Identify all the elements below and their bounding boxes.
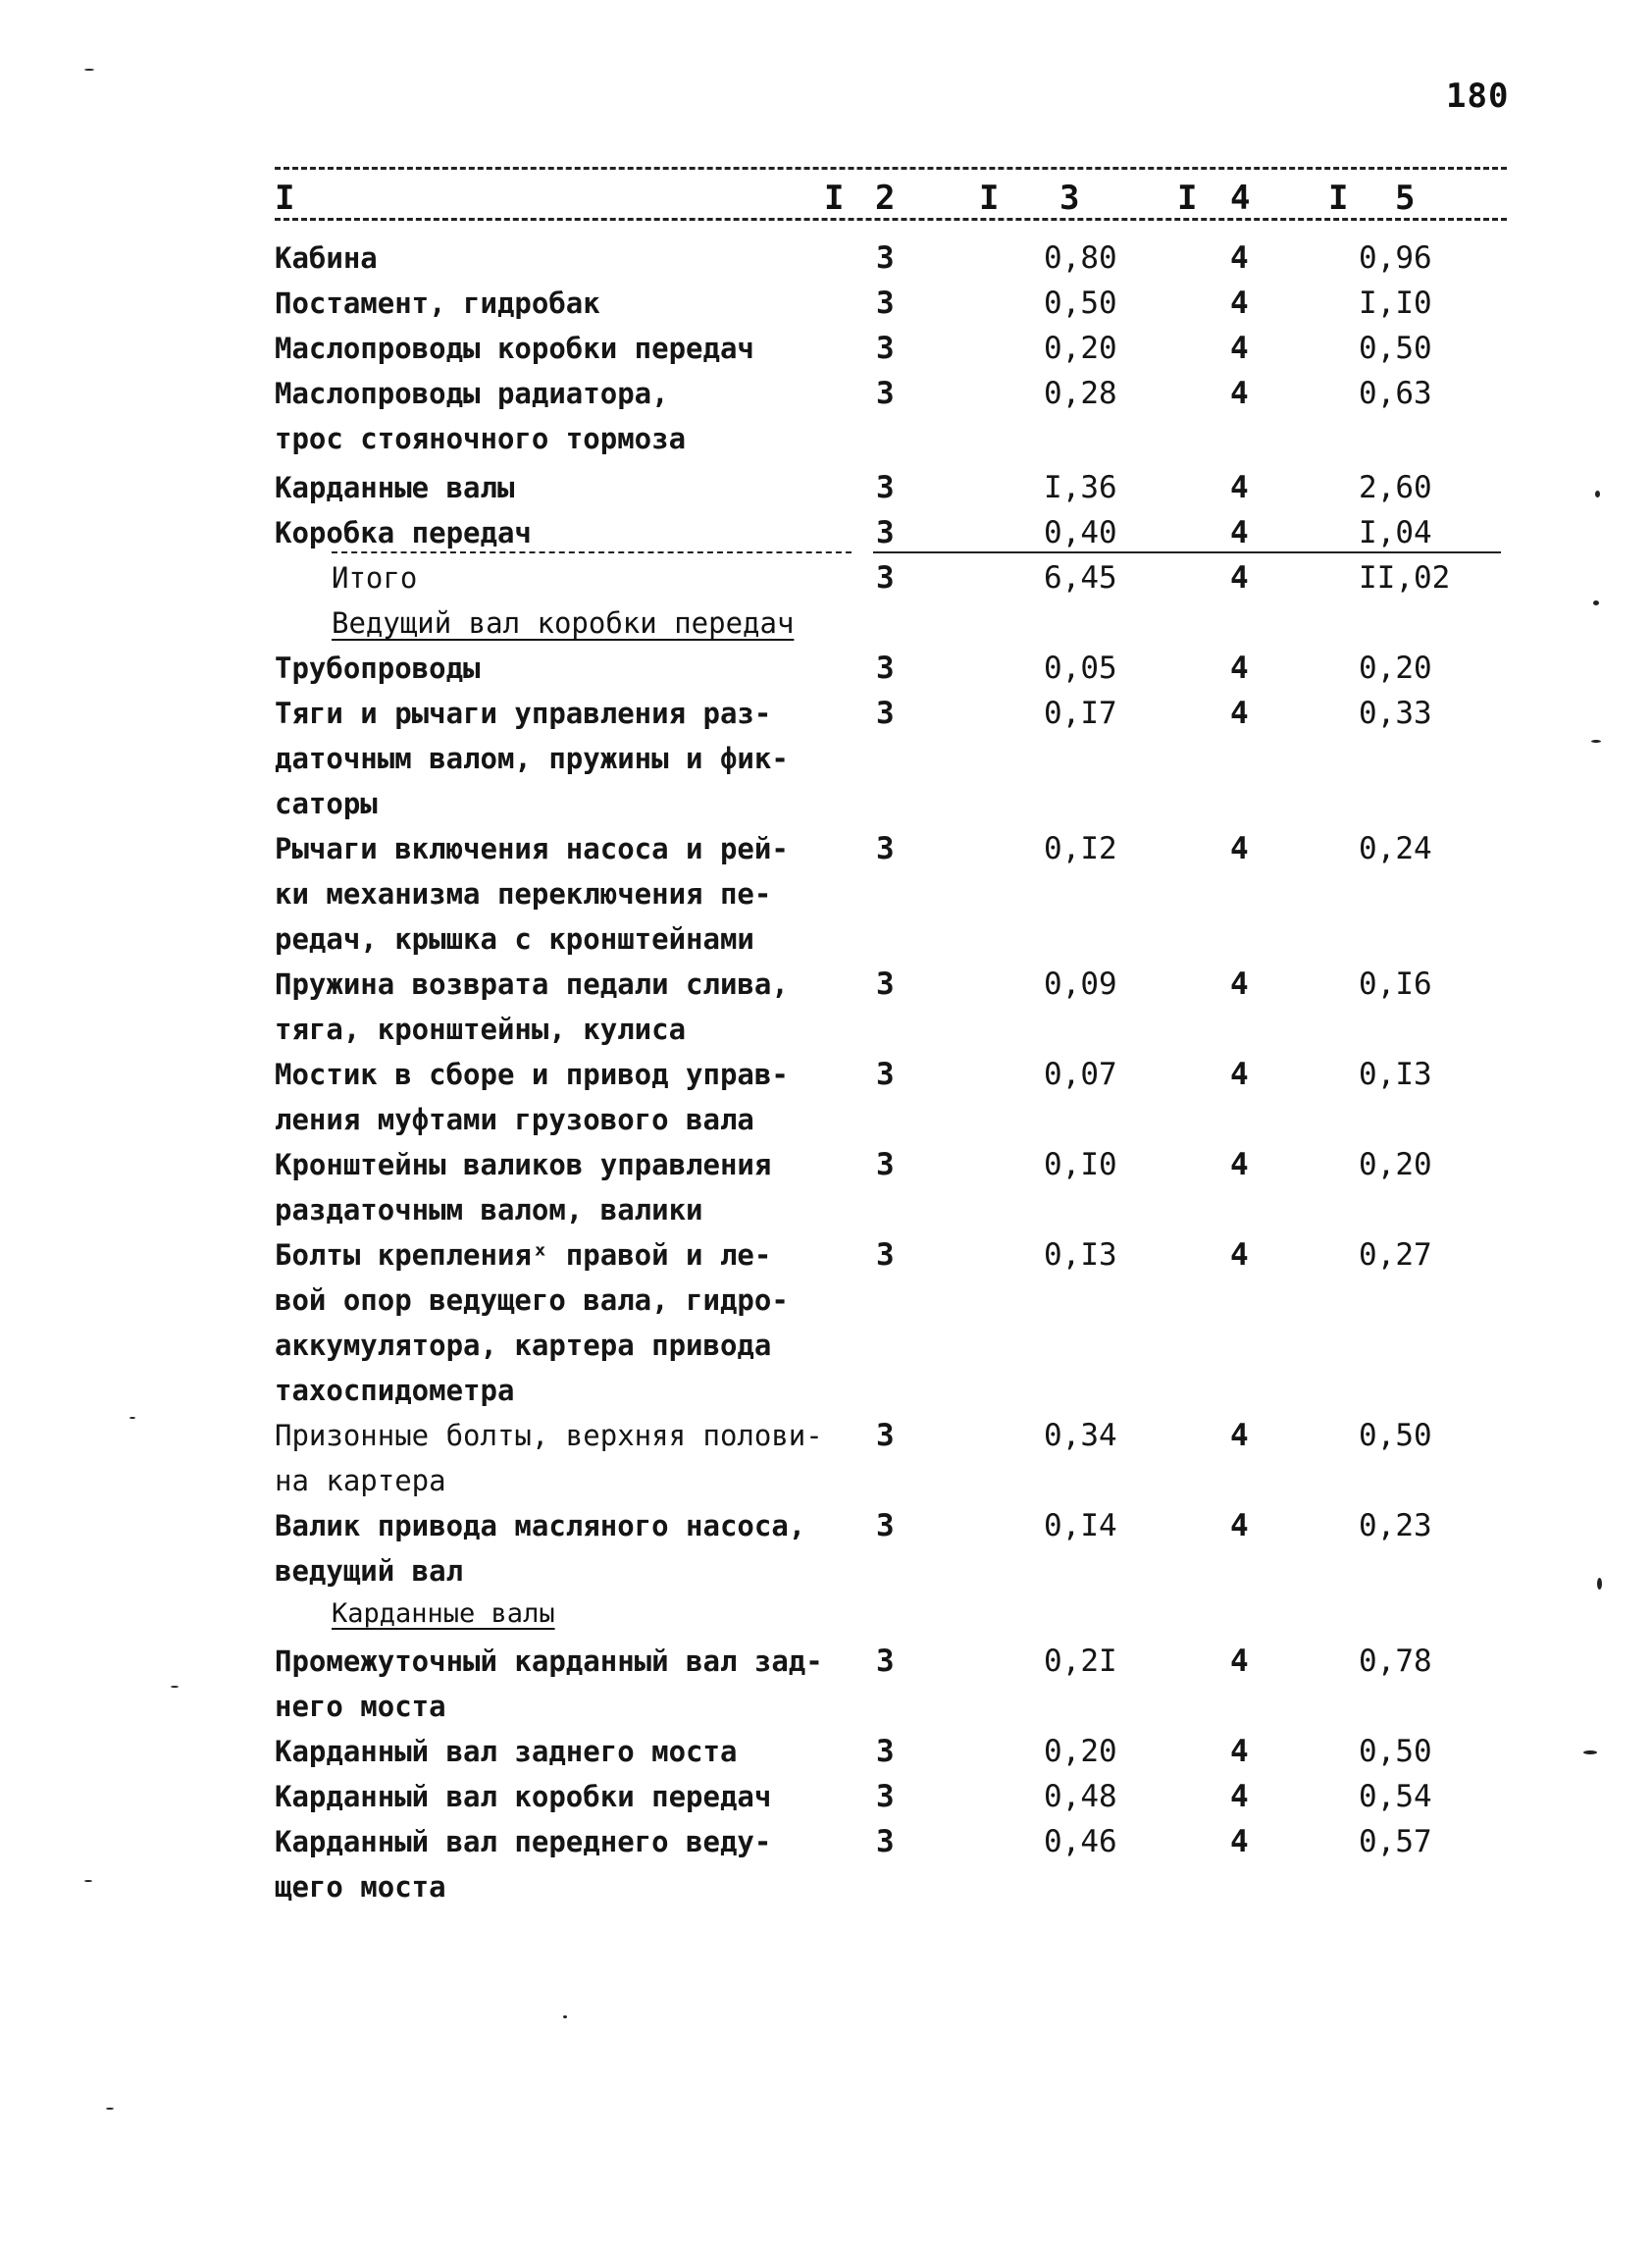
row-col3: 0,46 (1044, 1824, 1117, 1859)
row-col5: 0,20 (1359, 651, 1432, 686)
row-col5: 0,50 (1359, 1418, 1432, 1453)
row-name: Рычаги включения насоса и рей- ки механизма переключения пе- редач, крышка с кронштейнами (275, 832, 789, 956)
row-col3: 0,2I (1044, 1644, 1117, 1679)
row-col3: 0,40 (1044, 515, 1117, 550)
row-col4: 4 (1230, 240, 1249, 276)
total-col3: 6,45 (1044, 560, 1117, 596)
row-name: Кронштейны валиков управления раздаточным валом, валики (275, 1148, 772, 1227)
header-sep-4: I (1328, 179, 1349, 218)
row-col3: 0,I2 (1044, 831, 1117, 866)
row-col4: 4 (1230, 696, 1249, 731)
row-name: Призонные болты, верхняя полови- на картера (275, 1419, 823, 1497)
row-col5: I,I0 (1359, 286, 1432, 321)
scan-speck (84, 69, 94, 71)
row-col4: 4 (1230, 331, 1249, 366)
row-col5: 0,27 (1359, 1237, 1432, 1273)
row-name: Тяги и рычаги управления раз- даточным валом, пружины и фик- саторы (275, 697, 789, 820)
header-rule-top (275, 167, 1507, 170)
row-col4: 4 (1230, 1644, 1249, 1679)
scan-speck (1593, 600, 1599, 605)
row-col3: 0,28 (1044, 376, 1117, 411)
row-col5: 0,78 (1359, 1644, 1432, 1679)
row-col4: 4 (1230, 376, 1249, 411)
scan-speck (106, 2108, 114, 2110)
row-col2: 3 (876, 286, 895, 321)
scan-speck (1597, 1578, 1602, 1590)
row-col2: 3 (876, 831, 895, 866)
row-col3: 0,09 (1044, 966, 1117, 1002)
row-col5: 0,54 (1359, 1779, 1432, 1814)
table-header (275, 179, 1507, 218)
row-col5: 0,I6 (1359, 966, 1432, 1002)
row-col4: 4 (1230, 286, 1249, 321)
row-name: Карданный вал коробки передач (275, 1780, 772, 1813)
row-col4: 4 (1230, 1824, 1249, 1859)
row-col2: 3 (876, 1418, 895, 1453)
row-col3: 0,80 (1044, 240, 1117, 276)
row-col5: 0,63 (1359, 376, 1432, 411)
header-sep-2: I (979, 179, 1000, 218)
total-label: Итого (332, 561, 418, 595)
row-col4: 4 (1230, 831, 1249, 866)
row-col2: 3 (876, 1147, 895, 1182)
header-sep-1: I (824, 179, 845, 218)
scan-speck (129, 1417, 135, 1419)
total-col4: 4 (1230, 560, 1249, 596)
row-name: Карданные валы (275, 471, 515, 504)
row-col5: I,04 (1359, 515, 1432, 550)
row-col5: 0,50 (1359, 1734, 1432, 1769)
row-name: Коробка передач (275, 516, 532, 549)
header-sep-3: I (1177, 179, 1198, 218)
row-col4: 4 (1230, 515, 1249, 550)
row-col2: 3 (876, 1057, 895, 1092)
row-col3: 0,34 (1044, 1418, 1117, 1453)
scan-speck (171, 1686, 179, 1688)
total-col5: II,02 (1359, 560, 1451, 596)
row-name: Карданный вал заднего моста (275, 1735, 738, 1768)
row-name: Маслопроводы радиатора, трос стояночного тормоза (275, 377, 687, 455)
row-name: Трубопроводы (275, 652, 481, 685)
total-rule-right (873, 551, 1501, 553)
row-col2: 3 (876, 966, 895, 1002)
row-col3: 0,I7 (1044, 696, 1117, 731)
row-col2: 3 (876, 1824, 895, 1859)
row-col5: 0,50 (1359, 331, 1432, 366)
header-col5: 5 (1395, 179, 1416, 218)
row-col3: I,36 (1044, 470, 1117, 505)
row-col4: 4 (1230, 1147, 1249, 1182)
scan-speck (1595, 491, 1600, 497)
section-title: Ведущий вал коробки передач (332, 606, 795, 640)
row-name: Болты крепленияˣ правой и ле- вой опор ведущего вала, гидро- аккумулятора, картера привода тахоспидометра (275, 1238, 789, 1407)
row-col4: 4 (1230, 1418, 1249, 1453)
header-col2: 2 (875, 179, 896, 218)
header-rule-bottom (275, 218, 1507, 221)
row-col5: 2,60 (1359, 470, 1432, 505)
row-col3: 0,05 (1044, 651, 1117, 686)
header-col1: I (275, 179, 295, 218)
row-name: Кабина (275, 241, 378, 275)
row-name: Постамент, гидробак (275, 287, 600, 320)
scan-speck (84, 1880, 92, 1882)
total-rule-left (332, 551, 852, 553)
row-col2: 3 (876, 1779, 895, 1814)
row-name: Валик привода масляного насоса, ведущий вал (275, 1509, 806, 1588)
row-col3: 0,20 (1044, 1734, 1117, 1769)
row-col3: 0,50 (1044, 286, 1117, 321)
row-col2: 3 (876, 331, 895, 366)
row-col4: 4 (1230, 1779, 1249, 1814)
row-col2: 3 (876, 1237, 895, 1273)
row-col4: 4 (1230, 470, 1249, 505)
row-col5: 0,57 (1359, 1824, 1432, 1859)
row-col4: 4 (1230, 1237, 1249, 1273)
row-col3: 0,20 (1044, 331, 1117, 366)
row-col3: 0,07 (1044, 1057, 1117, 1092)
row-col4: 4 (1230, 966, 1249, 1002)
row-name: Маслопроводы коробки передач (275, 332, 754, 365)
total-col2: 3 (876, 560, 895, 596)
row-col2: 3 (876, 240, 895, 276)
row-col2: 3 (876, 696, 895, 731)
header-col3: 3 (1059, 179, 1080, 218)
row-col2: 3 (876, 470, 895, 505)
row-col2: 3 (876, 1508, 895, 1543)
row-col4: 4 (1230, 1734, 1249, 1769)
section-title: Карданные валы (332, 1598, 555, 1629)
row-name: Карданный вал переднего веду- щего моста (275, 1825, 772, 1904)
row-col4: 4 (1230, 651, 1249, 686)
row-col5: 0,23 (1359, 1508, 1432, 1543)
row-name: Мостик в сборе и привод управ- ления муфтами грузового вала (275, 1058, 789, 1136)
row-col5: 0,20 (1359, 1147, 1432, 1182)
row-col5: 0,24 (1359, 831, 1432, 866)
scan-speck (563, 2015, 567, 2018)
row-col3: 0,I3 (1044, 1237, 1117, 1273)
scan-speck (1591, 740, 1601, 743)
row-col2: 3 (876, 1734, 895, 1769)
row-col5: 0,96 (1359, 240, 1432, 276)
header-col4: 4 (1230, 179, 1251, 218)
row-col3: 0,I4 (1044, 1508, 1117, 1543)
page-number: 180 (1446, 77, 1510, 116)
row-col4: 4 (1230, 1057, 1249, 1092)
row-col2: 3 (876, 515, 895, 550)
row-col3: 0,I0 (1044, 1147, 1117, 1182)
row-col2: 3 (876, 1644, 895, 1679)
row-col5: 0,I3 (1359, 1057, 1432, 1092)
row-col2: 3 (876, 651, 895, 686)
row-col5: 0,33 (1359, 696, 1432, 731)
scan-speck (1583, 1750, 1597, 1754)
row-name: Пружина возврата педали слива, тяга, кронштейны, кулиса (275, 967, 789, 1046)
row-col3: 0,48 (1044, 1779, 1117, 1814)
row-col2: 3 (876, 376, 895, 411)
row-col4: 4 (1230, 1508, 1249, 1543)
row-name: Промежуточный карданный вал зад- него моста (275, 1645, 823, 1723)
